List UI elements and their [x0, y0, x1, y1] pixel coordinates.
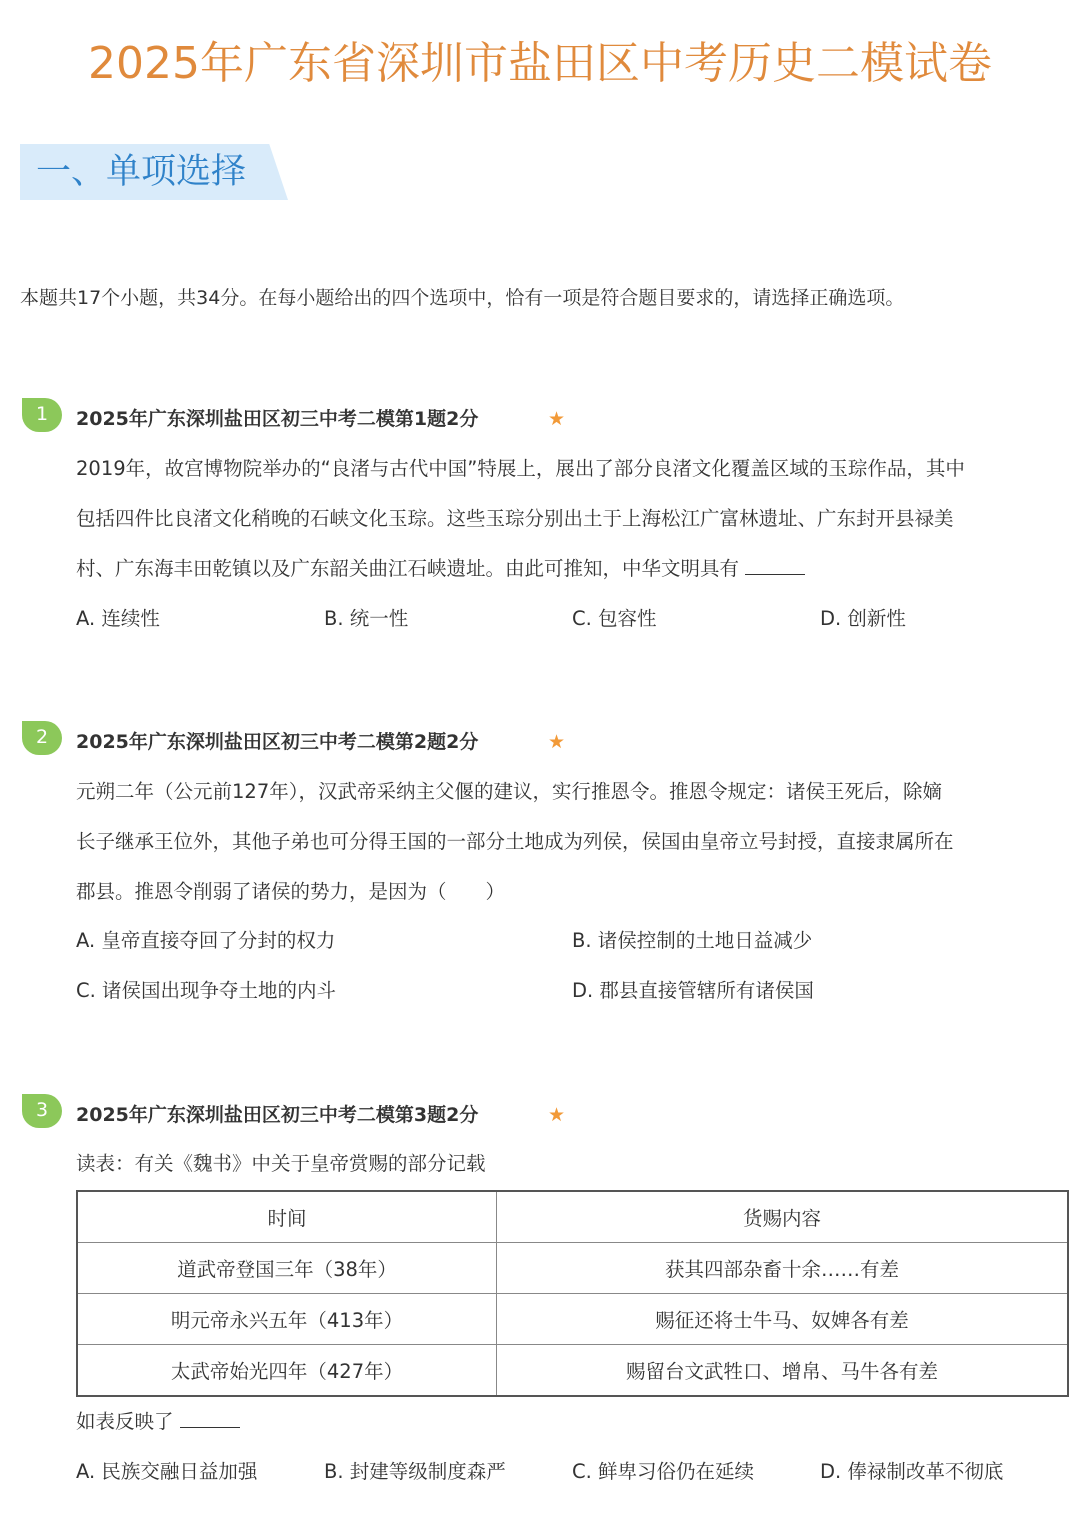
option-a[interactable]: A. 连续性: [76, 607, 160, 630]
question-text-line: 郡县。推恩令削弱了诸侯的势力，是因为（ ）: [76, 880, 506, 903]
question-header: 2025年广东深圳盐田区初三中考二模第2题2分: [76, 731, 479, 753]
option-d[interactable]: D. 俸禄制改革不彻底: [820, 1460, 1004, 1483]
page-title: 2025年广东省深圳市盐田区中考历史二模试卷: [88, 38, 992, 89]
option-b[interactable]: B. 封建等级制度森严: [324, 1460, 506, 1483]
table-header-cell: 时间: [77, 1191, 497, 1243]
option-a[interactable]: A. 皇帝直接夺回了分封的权力: [76, 929, 336, 952]
question-number-badge: 1: [22, 398, 62, 432]
question-text-line: 2019年，故宫博物院举办的“良渚与古代中国”特展上，展出了部分良渚文化覆盖区域的玉琮作品，其中: [76, 457, 965, 480]
table-cell: 赐留台文武牲口、增帛、马牛各有差: [497, 1345, 1069, 1397]
star-icon: ★: [548, 1104, 566, 1126]
table-row: [77, 1345, 1068, 1397]
question-text-line: 元朔二年（公元前127年），汉武帝采纳主父偃的建议，实行推恩令。推恩令规定：诸侯王死后，除嫡: [76, 780, 942, 803]
table-header-row: [77, 1191, 1068, 1243]
instructions-text: 本题共17个小题，共34分。在每小题给出的四个选项中，恰有一项是符合题目要求的，请选择正确选项。: [20, 287, 905, 309]
table-cell: 明元帝永兴五年（413年）: [77, 1294, 497, 1345]
answer-blank: [180, 1407, 240, 1428]
answer-blank: [745, 554, 805, 575]
option-c[interactable]: C. 包容性: [572, 607, 657, 630]
question-header: 2025年广东深圳盐田区初三中考二模第3题2分: [76, 1104, 479, 1126]
star-icon: ★: [548, 731, 566, 753]
table-cell: 太武帝始光四年（427年）: [77, 1345, 497, 1397]
option-a[interactable]: A. 民族交融日益加强: [76, 1460, 258, 1483]
option-d[interactable]: D. 郡县直接管辖所有诸侯国: [572, 979, 814, 1002]
question-number-badge: 3: [22, 1094, 62, 1128]
star-icon: ★: [548, 408, 566, 430]
question-text-line: 包括四件比良渚文化稍晚的石峡文化玉琮。这些玉琮分别出土于上海松江广富林遗址、广东封开县禄美: [76, 507, 954, 530]
question-number-badge: 2: [22, 721, 62, 755]
question-text-line: 长子继承王位外，其他子弟也可分得王国的一部分土地成为列侯，侯国由皇帝立号封授，直接隶属所在: [76, 830, 954, 853]
option-c[interactable]: C. 鲜卑习俗仍在延续: [572, 1460, 755, 1483]
table-cell: 道武帝登国三年（38年）: [77, 1243, 497, 1294]
question-text-line: [76, 554, 805, 584]
option-b[interactable]: B. 统一性: [324, 607, 409, 630]
table-row: [77, 1243, 1068, 1294]
option-b[interactable]: B. 诸侯控制的土地日益减少: [572, 929, 813, 952]
question-text: 如表反映了: [76, 1410, 174, 1433]
table-row: [77, 1294, 1068, 1345]
question-header: 2025年广东深圳盐田区初三中考二模第1题2分: [76, 408, 479, 430]
records-table: [76, 1190, 1069, 1397]
section-title: 一、单项选择: [36, 152, 247, 192]
question-text-line: 读表：有关《魏书》中关于皇帝赏赐的部分记载: [76, 1152, 486, 1175]
question-text: 村、广东海丰田乾镇以及广东韶关曲江石峡遗址。由此可推知，中华文明具有: [76, 557, 740, 580]
table-header-cell: 货赐内容: [497, 1191, 1069, 1243]
table-cell: 赐征还将士牛马、奴婢各有差: [497, 1294, 1069, 1345]
option-d[interactable]: D. 创新性: [820, 607, 906, 630]
option-c[interactable]: C. 诸侯国出现争夺土地的内斗: [76, 979, 337, 1002]
question-text-line: [76, 1407, 240, 1437]
table-cell: 获其四部杂畜十余……有差: [497, 1243, 1069, 1294]
